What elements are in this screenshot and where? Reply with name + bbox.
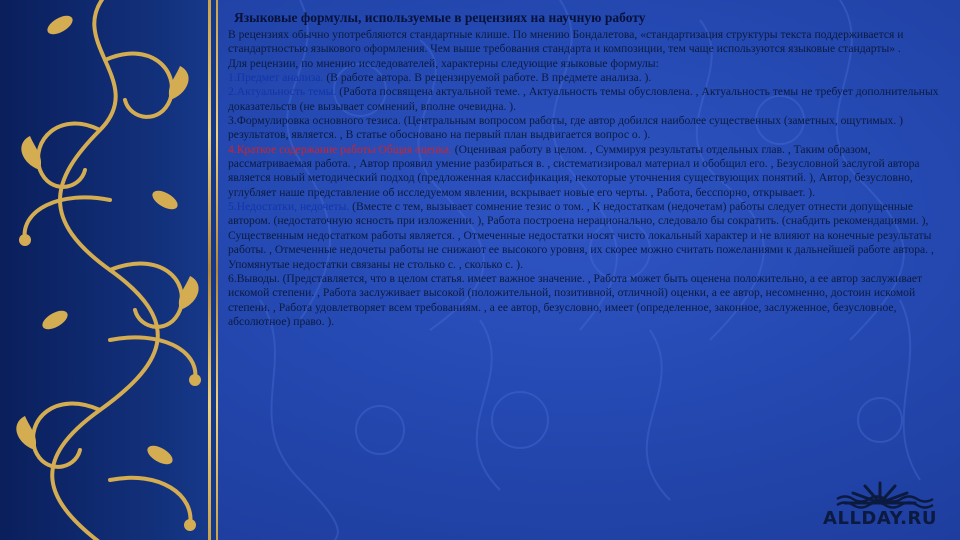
formula-item-2 xyxy=(228,85,942,114)
intro-paragraph: В рецензиях обычно употребляются стандартные клише. По мнению Бондалетова, «стандартизация структуры текста поддерживается и стандартностью языкового оформления. Чем выше требования стандарта и композиции, тем чаще используются языковые стандарты» . xyxy=(228,28,904,56)
formula-item-6 xyxy=(228,272,942,329)
formula-item-text: (Представляется, что в целом статья. имеет важное значение. , Работа может быть оценена положительно, а ее автор заслуживает искомой степени. , Работа заслуживает высокой (положительной, позитивной, отличной) оценки, а ее автор, несомненно, достоин искомой степени. , Работа удовлетворяет всем требованиям. , а ее автор, безусловно, имеет (определенное, законное, заслуженное, безусловное, абсолютное) право. ). xyxy=(228,271,923,328)
formula-item-heading: 6.Выводы. xyxy=(228,271,280,285)
gold-floral-ornament xyxy=(0,0,218,540)
formula-item-text: (В работе автора. В рецензируемой работе. В предмете анализа. ). xyxy=(323,71,652,85)
formula-item-text: (Вместе с тем, вызывает сомнение тезис о том. , К недостаткам (недочетам) работы следует отнести допущенные автором. (недостаточную ясность при изложении. ), Работа построена нерационально, следовало бы сократить. (снабдить рекомендациями. ), Существенным недостатком работы является. , Отмеченные недостатки носят чисто локальный характер и не влияют на конечные результаты работы. , Отмеченные недочеты работы не снижают ее высокого уровня, их скорее можно считать пожеланиями к дальнейшей работе автора. , Упомянутые недостатки связаны не столько с. , сколько с. ). xyxy=(228,200,934,271)
formula-item-text: (Работа посвящена актуальной теме. , Актуальность темы обусловлена. , Актуальность темы не требует дополнительных доказательств (не вызывает сомнений, вполне очевидна. ). xyxy=(228,85,939,113)
formula-item-5 xyxy=(228,200,942,272)
formula-item-text: (Центральным вопросом работы, где автор добился наиболее существенных (заметных, ощутимых. ) результатов, является. , В статье обосновано на первый план выдвигается вопрос о. ). xyxy=(228,114,904,142)
formula-item-heading: 4.Краткое содержание работы Общая оценка. xyxy=(228,142,452,156)
gold-divider xyxy=(216,0,218,540)
formula-item-heading: 1.Предмет анализа. xyxy=(228,71,324,85)
slide-title: Языковые формулы, используемые в рецензиях на научную работу xyxy=(234,10,646,25)
formula-item-3 xyxy=(228,114,942,143)
formula-item-4 xyxy=(228,143,942,200)
formula-item-text: (Оценивая работу в целом. , Суммируя результаты отдельных глав. , Таким образом, рассматриваемая работа. , Автор проявил умение разбираться в. , систематизировал материал и обобщил его. , Безусловной заслугой автора является новый методический подход (предложенная классификация, некоторые уточнения существующих понятий. ), Автор, безусловно, углубляет наше представление об исследуемом явлении, вскрывает новые его черты. , Работа, бесспорно, открывает. ). xyxy=(228,142,920,199)
watermark-text: ALLDAY.RU xyxy=(823,508,937,529)
formula-item-heading: 5.Недостатки, недочеты. xyxy=(228,200,350,214)
ornamental-side-panel xyxy=(0,0,218,540)
formula-item-heading: 2.Актуальность темы. xyxy=(228,85,337,99)
formula-item-heading: 3.Формулировка основного тезиса. xyxy=(228,114,401,128)
formula-item-1 xyxy=(228,71,942,85)
slide-body xyxy=(228,28,942,329)
lead-paragraph: Для рецензии, по мнению исследователей, характерны следующие языковые формулы: xyxy=(228,56,659,70)
gold-divider xyxy=(208,0,211,540)
